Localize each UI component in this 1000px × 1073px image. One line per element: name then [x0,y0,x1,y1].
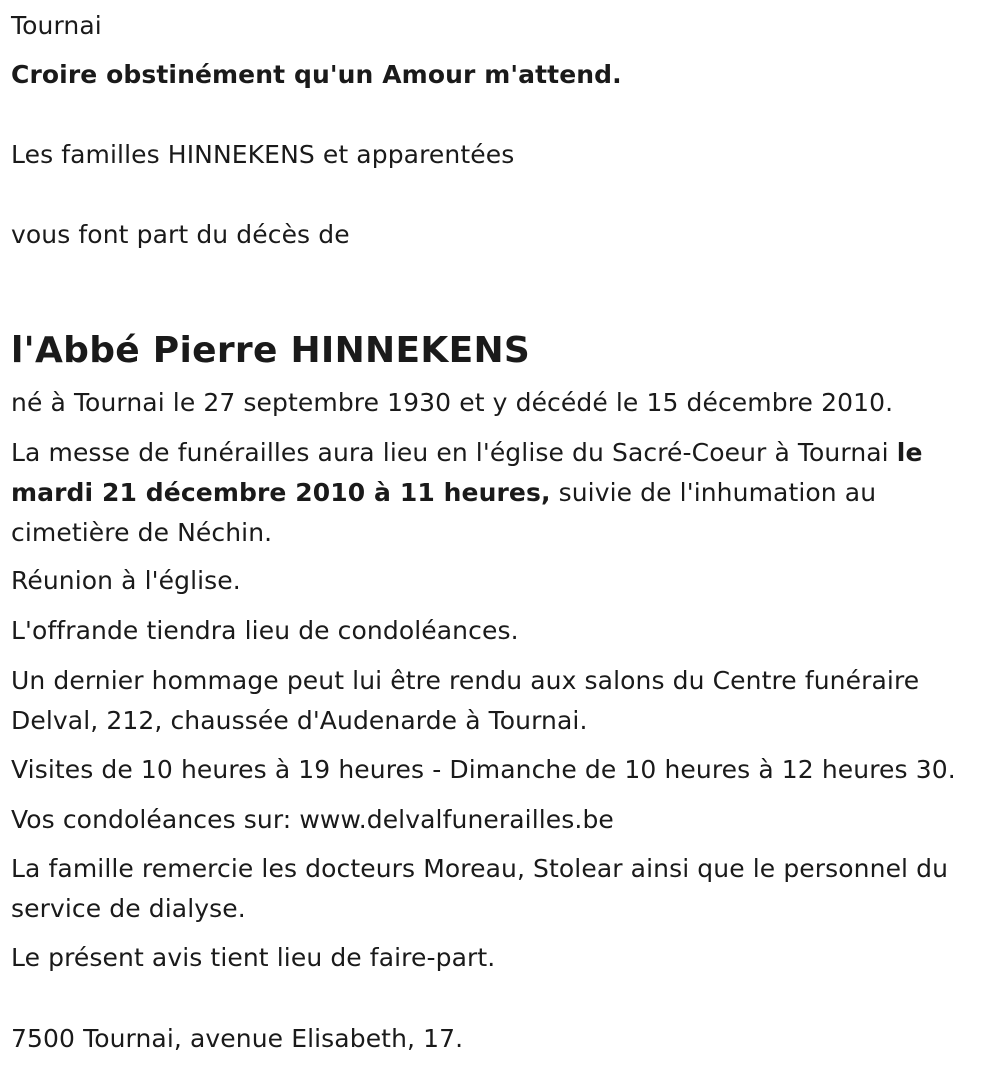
motto: Croire obstinément qu'un Amour m'attend. [11,60,622,89]
deceased-name: l'Abbé Pierre HINNEKENS [11,330,531,371]
birth-death-line: né à Tournai le 27 septembre 1930 et y décédé le 15 décembre 2010. [11,388,894,417]
families-line: Les familles HINNEKENS et apparentées [11,140,515,169]
mass-date-time: le mardi 21 décembre 2010 à 11 heures, [11,438,923,507]
town-heading: Tournai [11,11,102,40]
condolences-line: Vos condoléances sur: www.delvalfunerailles.be [11,805,614,834]
tribute-paragraph: Un dernier hommage peut lui être rendu aux salons du Centre funéraire Delval, 212, chaussée d'Audenarde à Tournai. [11,666,920,735]
address-line: 7500 Tournai, avenue Elisabeth, 17. [11,1024,464,1053]
thanks-paragraph: La famille remercie les docteurs Moreau, Stolear ainsi que le personnel du service de dialyse. [11,854,949,923]
offering-line: L'offrande tiendra lieu de condoléances. [11,616,519,645]
faire-part-line: Le présent avis tient lieu de faire-part. [11,943,496,972]
reunion-line: Réunion à l'église. [11,566,241,595]
funeral-mass-paragraph [11,433,996,553]
mass-text-end: suivie de l'inhumation au cimetière de Néchin. [11,478,877,547]
announcement-line: vous font part du décès de [11,220,350,249]
mass-text-start: La messe de funérailles aura lieu en l'église du Sacré-Coeur à Tournai [11,438,897,467]
visiting-hours-line: Visites de 10 heures à 19 heures - Dimanche de 10 heures à 12 heures 30. [11,755,956,784]
